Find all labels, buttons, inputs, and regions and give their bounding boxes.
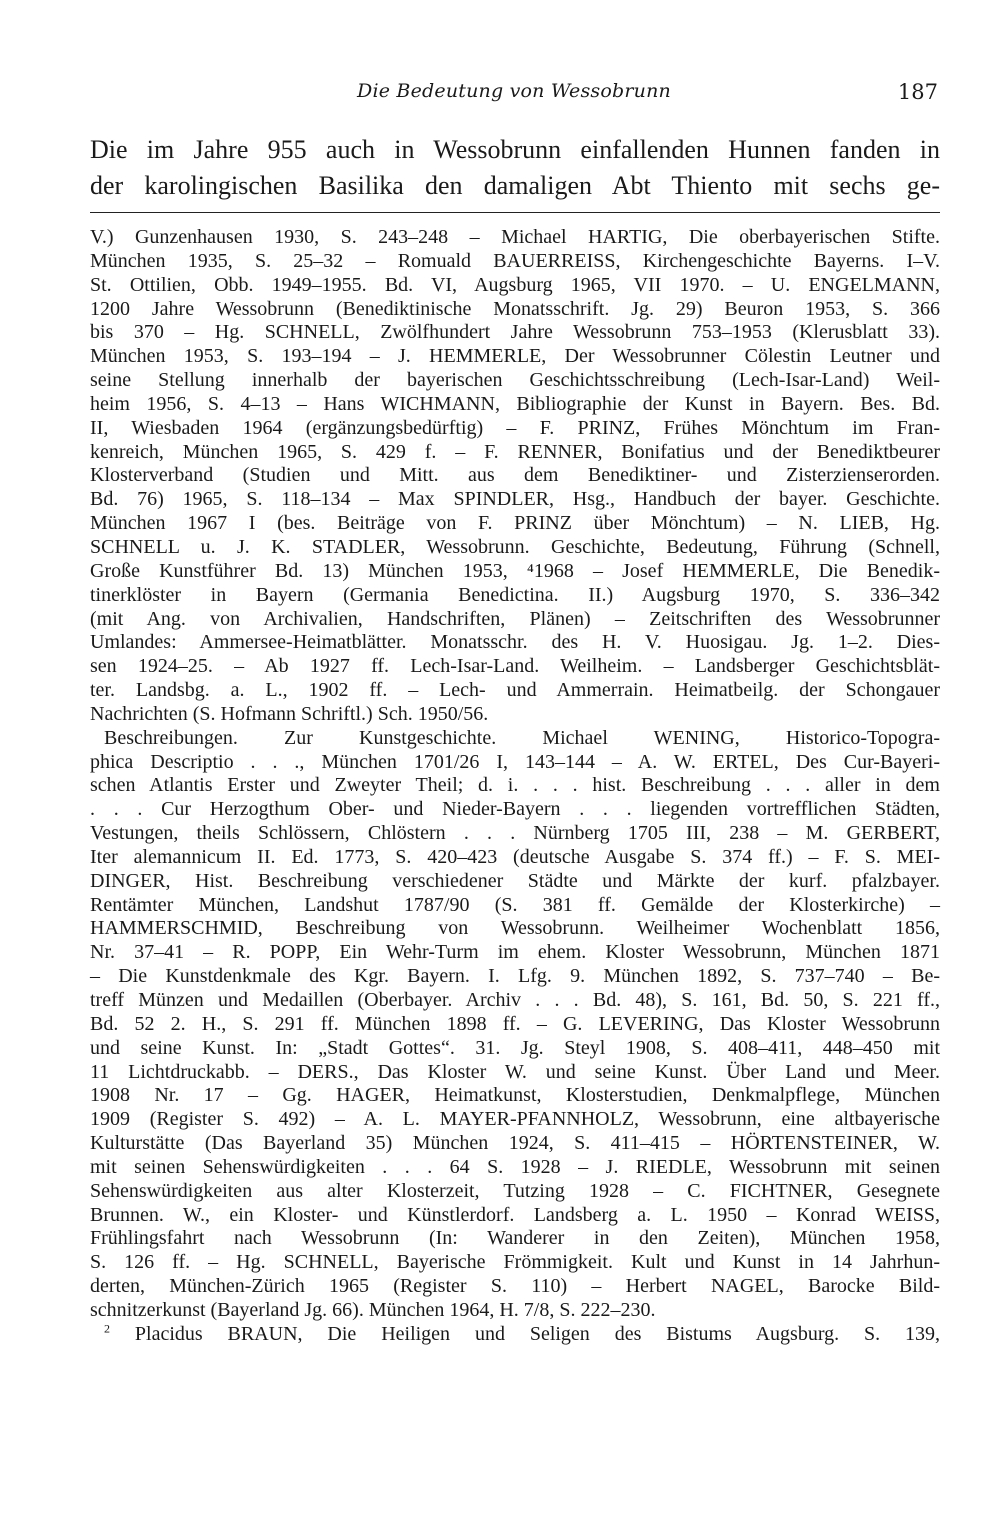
footnote-line: II, Wiesbaden 1964 (ergänzungsbedürftig) – F. PRINZ, Frühes Mönchtum im Fran- [90, 416, 940, 439]
footnote-separator [90, 212, 940, 213]
footnote-line: 1909 (Register S. 492) – A. L. MAYER-PFANNHOLZ, Wessobrunn, eine altbayerische [90, 1108, 940, 1131]
footnote-line: 1200 Jahre Wessobrunn (Benediktinische Monatsschrift. Jg. 29) Beuron 1953, S. 366 [90, 297, 940, 320]
footnote-line: St. Ottilien, Obb. 1949–1955. Bd. VI, Augsburg 1965, VII 1970. – U. ENGELMANN, [90, 273, 940, 296]
footnote-line: . . . Cur Herzogthum Ober- und Nieder-Bayern . . . liegenden vortrefflichen Städten, [90, 798, 940, 821]
footnote-line: Iter alemannicum II. Ed. 1773, S. 420–423 (deutsche Ausgabe S. 374 ff.) – F. S. MEI- [90, 845, 940, 868]
footnote-line: DINGER, Hist. Beschreibung verschiedener Städte und Märkte der kurf. pfalzbayer. [90, 869, 940, 892]
page-number: 187 [897, 80, 938, 104]
footnote-line: München 1967 I (bes. Beiträge von F. PRINZ über Mönchtum) – N. LIEB, Hg. [90, 512, 940, 535]
footnote-line: ter. Landsbg. a. L., 1902 ff. – Lech- und Ammerrain. Heimatbeilg. der Schongauer [90, 679, 940, 702]
footnote-line: Klosterverband (Studien und Mitt. aus dem Benediktiner- und Zisterzienserorden. [90, 464, 940, 487]
footnote-2 [90, 1323, 940, 1347]
body-line: Die im Jahre 955 auch in Wessobrunn einfallenden Hunnen fanden in [90, 135, 940, 164]
footnote-line: derten, München-Zürich 1965 (Register S. 110) – Herbert NAGEL, Barocke Bild- [90, 1275, 940, 1298]
footnote-line: Kulturstätte (Das Bayerland 35) München 1924, S. 411–415 – HÖRTENSTEINER, W. [90, 1132, 940, 1155]
footnote-line: tinerklöster in Bayern (Germania Benedictina. II.) Augsburg 1970, S. 336–342 [90, 583, 940, 606]
footnote-line: HAMMERSCHMID, Beschreibung von Wessobrunn. Weilheimer Wochenblatt 1856, [90, 917, 940, 940]
footnote-2-text: Placidus BRAUN, Die Heiligen und Seligen des Bistums Augsburg. S. 139, [134, 1322, 940, 1345]
footnote-line: kenreich, München 1965, S. 429 f. – F. RENNER, Bonifatius und der Benediktbeurer [90, 440, 940, 463]
footnote-line: 1908 Nr. 17 – Gg. HAGER, Heimatkunst, Klosterstudien, Denkmalpflege, München [90, 1084, 940, 1107]
footnote-line: Nachrichten (S. Hofmann Schriftl.) Sch. 1950/56. [90, 702, 489, 725]
footnote-line: V.) Gunzenhausen 1930, S. 243–248 – Michael HARTIG, Die oberbayerischen Stifte. [90, 226, 940, 248]
footnote-line: Bd. 52 2. H., S. 291 ff. München 1898 ff. – G. LEVERING, Das Kloster Wessobrunn [90, 1012, 940, 1035]
footnotes [90, 226, 940, 1347]
footnote-line: schen Atlantis Erster und Zweyter Theil; d. i. . . . hist. Beschreibung . . . aller in dem [90, 774, 940, 797]
footnote-line: Nr. 37–41 – R. POPP, Ein Wehr-Turm im ehem. Kloster Wessobrunn, München 1871 [90, 941, 940, 964]
footnote-line: seine Stellung innerhalb der bayerischen Geschichtsschreibung (Lech-Isar-Land) Weil- [90, 369, 940, 392]
footnote-line: (mit Ang. von Archivalien, Handschriften, Plänen) – Zeitschriften des Wessobrunner [90, 607, 940, 630]
footnote-line: München 1953, S. 193–194 – J. HEMMERLE, Der Wessobrunner Cölestin Leutner und [90, 345, 940, 368]
footnote-line: sen 1924–25. – Ab 1927 ff. Lech-Isar-Land. Weilheim. – Landsberger Geschichtsblät- [90, 655, 940, 678]
footnote-line: Große Kunstführer Bd. 13) München 1953, ⁴1968 – Josef HEMMERLE, Die Benedik- [90, 559, 940, 582]
body-paragraph [90, 132, 940, 204]
footnote-line: Brunnen. W., ein Kloster- und Künstlerdorf. Landsberg a. L. 1950 – Konrad WEISS, [90, 1203, 940, 1226]
footnote-line: S. 126 ff. – Hg. SCHNELL, Bayerische Frömmigkeit. Kult und Kunst in 14 Jahrhun- [90, 1251, 940, 1274]
footnote-line: Vestungen, theils Schlössern, Chlöstern . . . Nürnberg 1705 III, 238 – M. GERBERT, [90, 822, 940, 845]
footnote-line: Bd. 76) 1965, S. 118–134 – Max SPINDLER, Hsg., Handbuch der bayer. Geschichte. [90, 488, 940, 511]
footnote-line: und seine Kunst. In: „Stadt Gottes“. 31. Jg. Steyl 1908, S. 408–411, 448–450 mit [90, 1036, 940, 1059]
footnote-line: München 1935, S. 25–32 – Romuald BAUERREISS, Kirchengeschichte Bayerns. I–V. [90, 249, 940, 272]
footnote-line: Umlandes: Ammersee-Heimatblätter. Monatsschr. des H. V. Huosigau. Jg. 1–2. Dies- [90, 631, 940, 654]
footnote-line: phica Descriptio . . ., München 1701/26 I, 143–144 – A. W. ERTEL, Des Cur-Bayeri- [90, 750, 940, 773]
footnote-line: 11 Lichtdruckabb. – DERS., Das Kloster W. und seine Kunst. Über Land und Meer. [90, 1060, 940, 1083]
body-line: der karolingischen Basilika den damaligen Abt Thiento mit sechs ge- [90, 171, 940, 200]
footnote-line: Rentämter München, Landshut 1787/90 (S. 381 ff. Gemälde der Klosterkirche) – [90, 893, 940, 916]
running-title: Die Bedeutung von Wessobrunn [357, 80, 671, 102]
footnote-line: schnitzerkunst (Bayerland Jg. 66). München 1964, H. 7/8, S. 222–230. [90, 1298, 656, 1321]
footnote-line: Beschreibungen. Zur Kunstgeschichte. Michael WENING, Historico-Topogra- [104, 726, 940, 749]
footnote-line: Frühlingsfahrt nach Wessobrunn (In: Wanderer in den Zeiten), München 1958, [90, 1227, 940, 1250]
footnote-line: – Die Kunstdenkmale des Kgr. Bayern. I. Lfg. 9. München 1892, S. 737–740 – Be- [90, 965, 940, 988]
footnote-line: Sehenswürdigkeiten aus alter Klosterzeit, Tutzing 1928 – C. FICHTNER, Gesegnete [90, 1179, 940, 1202]
footnote-line: SCHNELL u. J. K. STADLER, Wessobrunn. Geschichte, Bedeutung, Führung (Schnell, [90, 535, 940, 558]
footnote-line: bis 370 – Hg. SCHNELL, Zwölfhundert Jahre Wessobrunn 753–1953 (Klerusblatt 33). [90, 321, 940, 344]
footnote-line: treff Münzen und Medaillen (Oberbayer. Archiv . . . Bd. 48), S. 161, Bd. 50, S. 221 ff., [90, 989, 940, 1011]
footnote-marker: 2 [104, 1321, 110, 1336]
footnote-line: mit seinen Sehenswürdigkeiten . . . 64 S. 1928 – J. RIEDLE, Wessobrunn mit seinen [90, 1155, 940, 1178]
running-header [90, 80, 938, 110]
footnote-line: heim 1956, S. 4–13 – Hans WICHMANN, Bibliographie der Kunst in Bayern. Bes. Bd. [90, 392, 940, 415]
